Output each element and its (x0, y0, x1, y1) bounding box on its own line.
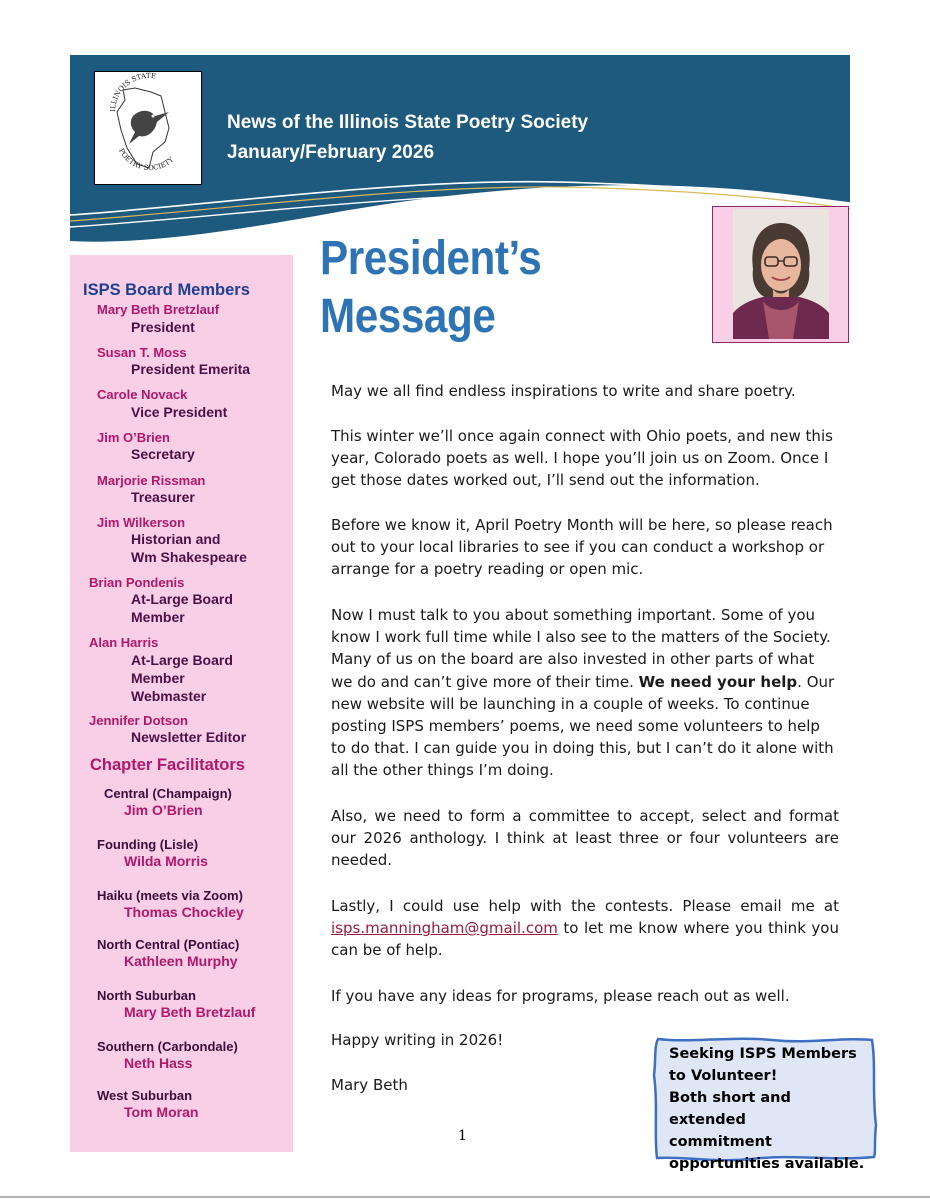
paragraph: Also, we need to form a committee to accept, select and format our 2026 anthology. I think at least three or four volunteers are needed. (331, 807, 839, 870)
chapter-facilitator: Jim O’Brien (124, 802, 203, 818)
chapter-name: Founding (Lisle) (97, 837, 199, 852)
paragraph: This winter we’ll once again connect with Ohio poets, and new this year, Colorado poets as well. I hope you’ll join us on Zoom. Once I get those dates worked out, I’ll send out the information. (331, 427, 833, 490)
paragraph: Now I must talk to you about something important. Some of you know I work full time while I also see to the matters of the Society. Many of us on the board are also invested in other parts of what we do and can’t give more of their time. We need your help. Our new website will be launching in a couple of weeks. To continue posting ISPS members’ poems, we need some volunteers to help to do that. I can guide you in doing this, but I can’t do it alone with all the other things I’m doing. (331, 606, 835, 780)
volunteer-text: Seeking ISPS Members to Volunteer! Both short and extended commitment opportunities available. (669, 1046, 865, 1172)
article-title: President’s Message (320, 232, 542, 343)
board-member-role: President (131, 319, 195, 335)
board-member-name: Carole Novack (97, 387, 188, 402)
board-member-role: Historian and Wm Shakespeare (131, 531, 247, 565)
chapter-heading: Chapter Facilitators (90, 756, 245, 774)
emphasis-text: We need your help (638, 672, 798, 691)
board-member-role: President Emerita (131, 361, 251, 377)
chapter-name: Central (Champaign) (104, 786, 232, 801)
board-member-name: Jim O’Brien (97, 430, 170, 445)
board-member-name: Brian Pondenis (89, 575, 185, 590)
chapter-name: Haiku (meets via Zoom) (97, 888, 243, 903)
board-member-name: Susan T. Moss (97, 345, 187, 360)
board-member-name: Jennifer Dotson (89, 713, 188, 728)
chapter-facilitator: Neth Hass (124, 1055, 193, 1071)
paragraph: Lastly, I could use help with the contests. Please email me at isps.manningham@gmail.com to let me know where you think you can be of help. (331, 897, 839, 960)
board-member-name: Marjorie Rissman (97, 473, 206, 488)
board-member-role: Vice President (131, 404, 228, 420)
paragraph: Happy writing in 2026! (331, 1031, 504, 1049)
svg-text:POETRY SOCIETY: POETRY SOCIETY (117, 147, 176, 173)
board-heading: ISPS Board Members (83, 281, 250, 299)
chapter-facilitator: Kathleen Murphy (124, 953, 238, 969)
paragraph: Before we know it, April Poetry Month will be here, so please reach out to your local libraries to see if you can conduct a workshop or arrange for a poetry reading or open mic. (331, 516, 833, 579)
board-member-role: Treasurer (131, 489, 195, 505)
chapter-name: North Suburban (97, 988, 196, 1003)
chapter-name: West Suburban (97, 1088, 193, 1103)
chapter-facilitator: Thomas Chockley (124, 904, 244, 920)
chapter-facilitator: Tom Moran (124, 1104, 199, 1120)
newsletter-title (227, 108, 588, 168)
chapter-name: North Central (Pontiac) (97, 937, 240, 952)
board-member-role: Newsletter Editor (131, 729, 247, 745)
chapter-facilitator: Wilda Morris (124, 853, 208, 869)
signature: Mary Beth (331, 1076, 408, 1094)
newsletter-name: News of the Illinois State Poetry Society (227, 112, 589, 133)
page-number: 1 (458, 1128, 467, 1144)
board-member-name: Alan Harris (89, 635, 159, 650)
chapter-facilitator: Mary Beth Bretzlauf (124, 1004, 256, 1020)
president-photo (712, 206, 849, 343)
board-member-name: Mary Beth Bretzlauf (97, 302, 220, 317)
paragraph: May we all find endless inspirations to write and share poetry. (331, 382, 796, 400)
isps-logo (94, 71, 202, 185)
issue-date: January/February 2026 (227, 142, 435, 163)
board-member-role: Secretary (131, 446, 195, 462)
paragraph: If you have any ideas for programs, please reach out as well. (331, 987, 790, 1005)
svg-text:ILLINOIS STATE: ILLINOIS STATE (108, 72, 157, 113)
chapter-name: Southern (Carbondale) (97, 1039, 238, 1054)
board-member-role: At-Large Board Member (131, 591, 233, 625)
board-member-name: Jim Wilkerson (97, 515, 186, 530)
email-link[interactable]: isps.manningham@gmail.com (331, 919, 558, 938)
board-member-role: At-Large Board Member Webmaster (131, 652, 233, 704)
page-divider (0, 1196, 930, 1198)
